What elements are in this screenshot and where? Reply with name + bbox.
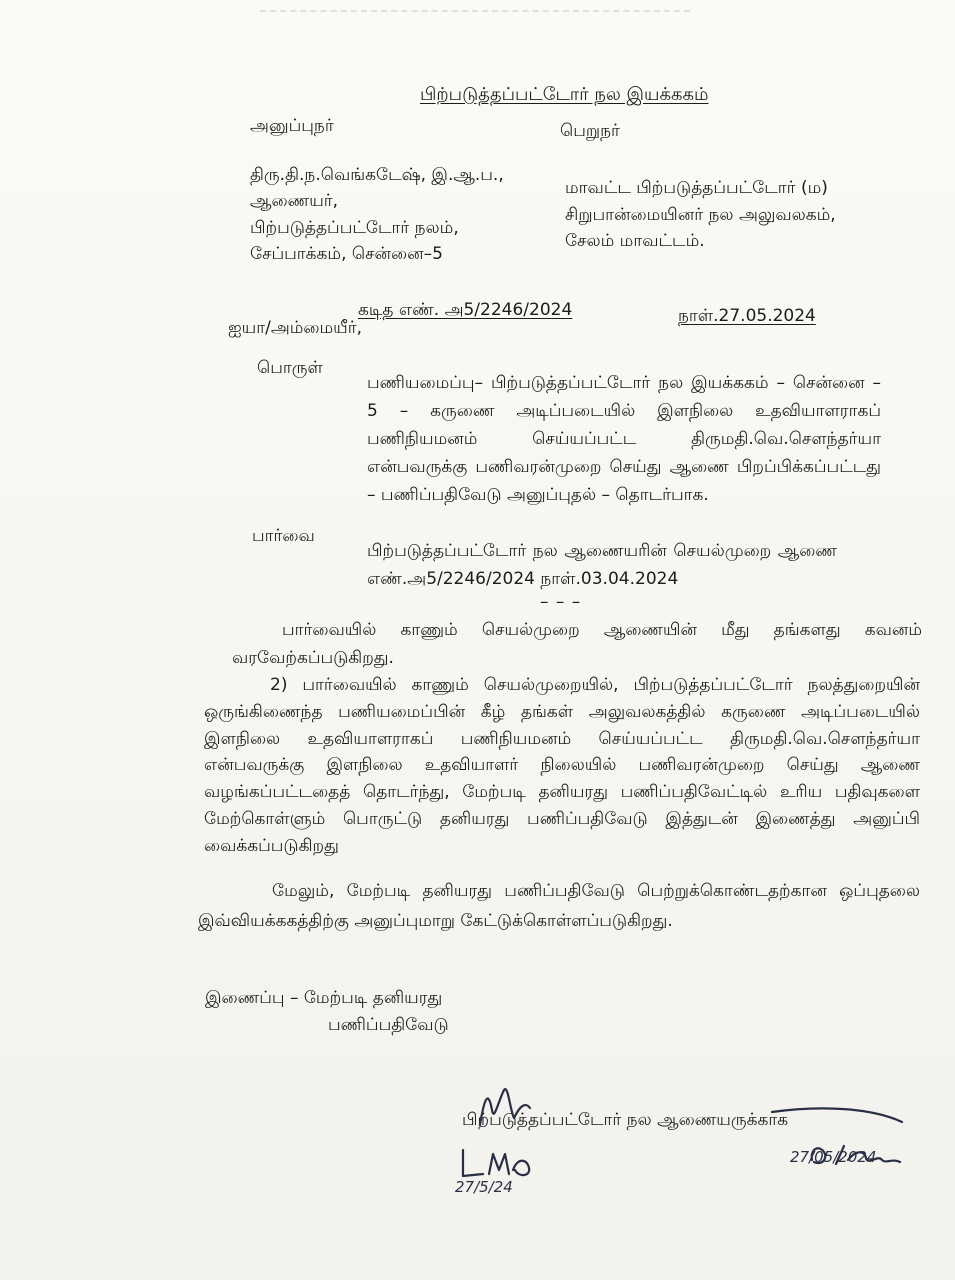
sender-line-department: பிற்படுத்தப்பட்டோர் நலம், xyxy=(250,218,459,238)
salutation: ஐயா/அம்மையீர், xyxy=(228,318,363,338)
sender-heading: அனுப்புநர் xyxy=(250,116,334,136)
sender-line-designation: ஆணையர், xyxy=(250,191,339,211)
letter-date: நாள்.27.05.2024 xyxy=(678,306,816,326)
recipient-heading: பெறுநர் xyxy=(560,121,620,141)
recipient-line-3: சேலம் மாவட்டம். xyxy=(565,231,705,251)
separator: – – – xyxy=(540,592,582,612)
initial-date: 27/5/24 xyxy=(455,1178,513,1196)
department-title: பிற்படுத்தப்பட்டோர் நல இயக்ககம் xyxy=(420,84,709,105)
body-paragraph-2: 2) பார்வையில் காணும் செயல்முறையில், பிற்படுத்தப்பட்டோர் நலத்துறையின் ஒருங்கிணைந்த பணியமைப்பின் கீழ் தங்கள் அலுவலகத்தில் கருணை அடிப்படையில் இளநிலை உதவியாளராகப் பணிநியமனம் செய்யப்பட்ட திருமதி.வெ.சௌந்தர்யா என்பவருக்கு இளநிலை உதவியாளர் நிலையில் பணிவரன்முறை செய்து ஆணை வழங்கப்பட்டதைத் தொடர்ந்து, மேற்படி தனியரது பணிப்பதிவேட்டில் உரிய பதிவுகளை மேற்கொள்ளும் பொருட்டு தனியரது பணிப்பதிவேடு இத்துடன் இணைத்து அனுப்பி வைக்கப்படுகிறது xyxy=(204,675,920,856)
signature-date: 27/05/2024 xyxy=(790,1148,877,1166)
sender-line-address: சேப்பாக்கம், சென்னை–5 xyxy=(250,244,443,264)
scan-edge-mark xyxy=(260,0,690,12)
reference-label: பார்வை xyxy=(252,526,315,546)
subject-text: பணியமைப்பு– பிற்படுத்தப்பட்டோர் நல இயக்ககம் – சென்னை – 5 – கருணை அடிப்படையில் இளநிலை உதவியாளராகப் பணிநியமனம் செய்யப்பட்ட திருமதி.வெ.சௌந்தர்யா என்பவருக்கு பணிவரன்முறை செய்து ஆணை பிறப்பிக்கப்பட்டது – பணிப்பதிவேடு அனுப்புதல் – தொடர்பாக. xyxy=(367,373,881,505)
recipient-line-1: மாவட்ட பிற்படுத்தப்பட்டோர் (ம) xyxy=(565,178,828,198)
letter-number: கடித எண். அ5/2246/2024 xyxy=(358,300,573,320)
body-paragraph-3: மேலும், மேற்படி தனியரது பணிப்பதிவேடு பெற்றுக்கொண்டதற்கான ஒப்புதலை இவ்வியக்ககத்திற்கு அனுப்புமாறு கேட்டுக்கொள்ளப்படுகிறது. xyxy=(198,881,920,931)
enclosure-line-1: இணைப்பு – மேற்படி தனியரது xyxy=(205,988,443,1008)
signatory-designation: பிற்படுத்தப்பட்டோர் நல ஆணையருக்காக xyxy=(462,1110,789,1130)
enclosure-line-2: பணிப்பதிவேடு xyxy=(328,1015,449,1035)
subject-label: பொருள் xyxy=(257,358,323,378)
sender-line-name: திரு.தி.ந.வெங்கடேஷ், இ.ஆ.ப., xyxy=(250,165,504,185)
reference-text: பிற்படுத்தப்பட்டோர் நல ஆணையரின் செயல்முறை ஆணை எண்.அ5/2246/2024 நாள்.03.04.2024 xyxy=(367,541,837,589)
body-paragraph-1: பார்வையில் காணும் செயல்முறை ஆணையின் மீது தங்களது கவனம் வரவேற்கப்படுகிறது. xyxy=(232,620,922,668)
handwritten-signature xyxy=(752,1100,912,1180)
recipient-line-2: சிறுபான்மையினர் நல அலுவலகம், xyxy=(565,205,836,225)
signature-flourish-upper xyxy=(470,1080,550,1140)
